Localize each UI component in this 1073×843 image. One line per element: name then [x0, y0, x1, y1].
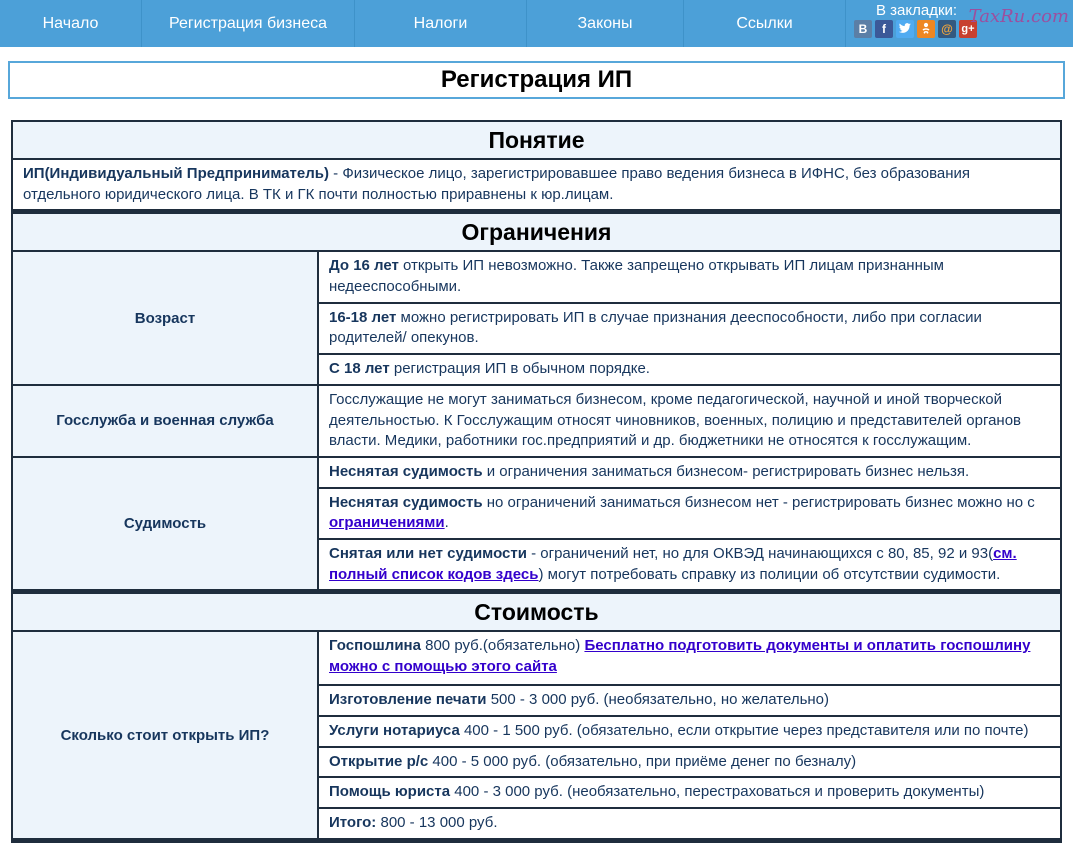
site-logo[interactable]: TaxRu.com — [968, 6, 1069, 27]
table-cell — [319, 487, 1060, 538]
info-table — [11, 120, 1062, 843]
cell-text: 800 - 13 000 руб. — [376, 814, 498, 832]
facebook-icon: f — [882, 22, 886, 36]
mailru-at-icon: @ — [941, 22, 953, 36]
table-cell — [13, 160, 1060, 209]
cell-lead: Неснятая судимость — [329, 462, 483, 480]
section-concept — [13, 122, 1060, 209]
cell-text: 500 - 3 000 руб. (необязательно, но желательно) — [486, 691, 830, 709]
googleplus-icon: g+ — [961, 22, 975, 35]
table-cell — [319, 353, 1060, 384]
section-header-cost: Стоимость — [13, 594, 1060, 632]
table-cell — [319, 252, 1060, 301]
cell-text: но ограничений заниматься бизнесом нет - регистрировать бизнес можно но с — [482, 493, 1035, 511]
row-label-criminal-record: Судимость — [13, 458, 319, 589]
table-row-civil-service — [13, 384, 1060, 456]
nav-item-laws[interactable]: Законы — [527, 0, 684, 47]
section-header-concept: Понятие — [13, 122, 1060, 160]
cell-lead: Госпошлина — [329, 637, 421, 655]
page-title: Регистрация ИП — [440, 66, 633, 93]
table-row-age — [13, 252, 1060, 383]
cell-text: 400 - 5 000 руб. (обязательно, при приёме денег по безналу) — [428, 752, 857, 770]
cell-lead: Снятая или нет судимости — [329, 544, 527, 562]
table-cell — [319, 746, 1060, 777]
restrictions-link[interactable]: ограничениями — [329, 514, 445, 532]
vk-icon: В — [858, 22, 868, 36]
table-cell — [319, 807, 1060, 838]
nav-item-home[interactable]: Начало — [0, 0, 142, 47]
table-cell — [319, 302, 1060, 353]
odnoklassniki-bookmark-button[interactable] — [917, 20, 935, 38]
page-title-box — [8, 61, 1065, 99]
cell-text: 400 - 3 000 руб. (необязательно, перестраховаться и проверить документы) — [450, 783, 985, 801]
table-cell — [319, 776, 1060, 807]
twitter-bookmark-button[interactable] — [896, 20, 914, 38]
section-restrictions — [13, 209, 1060, 589]
cell-lead: Изготовление печати — [329, 691, 487, 709]
odnoklassniki-icon — [920, 22, 932, 36]
cell-tail: . — [444, 514, 449, 532]
cell-text: 400 - 1 500 руб. (обязательно, если открытие через представителя или по почте) — [459, 722, 1029, 739]
cell-lead: Услуги нотариуса — [329, 722, 460, 739]
bookmark-block — [846, 0, 1073, 47]
table-cell — [319, 632, 1060, 684]
table-cell — [319, 538, 1060, 589]
row-label-civil-service: Госслужба и военная служба — [13, 386, 319, 456]
row-label-age: Возраст — [13, 252, 319, 383]
cell-text: можно регистрировать ИП в случае признания дееспособности, либо при согласии родителей/ опекунов. — [329, 308, 982, 347]
cell-text: и ограничения заниматься бизнесом- регистрировать бизнес нельзя. — [482, 462, 970, 480]
table-cell — [319, 458, 1060, 487]
facebook-bookmark-button[interactable] — [875, 20, 893, 38]
cell-text: - ограничений нет, но для ОКВЭД начинающихся с 80, 85, 92 и 93( — [526, 544, 994, 562]
mailru-bookmark-button[interactable] — [938, 20, 956, 38]
table-cell — [319, 715, 1060, 746]
cell-tail: ) могут потребовать справку из полиции об отсутствии судимости. — [538, 565, 1001, 583]
cell-lead: 16-18 лет — [329, 308, 397, 326]
cell-lead: Неснятая судимость — [329, 493, 483, 511]
section-cost — [13, 589, 1060, 837]
cell-lead: Открытие р/с — [329, 752, 429, 770]
table-row-criminal-record — [13, 456, 1060, 589]
cell-text: 800 руб.(обязательно) — [420, 637, 585, 655]
row-label-cost: Сколько стоит открыть ИП? — [13, 632, 319, 837]
bookmark-label: В закладки: — [876, 2, 958, 19]
nav-item-taxes[interactable]: Налоги — [355, 0, 527, 47]
cell-lead: До 16 лет — [329, 257, 399, 275]
cell-lead: Помощь юриста — [329, 783, 451, 801]
vk-bookmark-button[interactable] — [854, 20, 872, 38]
cell-lead: Итого: — [329, 814, 377, 832]
cell-lead: ИП(Индивидуальный Предприниматель) — [23, 165, 329, 182]
cell-text: - Физическое лицо, зарегистрировавшее право ведения бизнеса в ИФНС, без образования отдельного юридического лица. В ТК и ГК почти полностью приравнены к юр.лицам. — [23, 165, 971, 203]
cell-text: открыть ИП невозможно. Также запрещено открывать ИП лицам признанным недееспособными. — [329, 257, 944, 296]
section-header-restrictions: Ограничения — [13, 214, 1060, 252]
table-row-cost — [13, 632, 1060, 837]
cell-text: Госслужащие не могут заниматься бизнесом, кроме педагогической, научной и иной творческой деятельностью. К Госслужащим относят чиновников, военных, полицию и представителей органов власти. Медики, работники гос.предприятий и др. бюджетники не относятся к госслужащим. — [329, 390, 1022, 450]
table-cell — [319, 684, 1060, 715]
free-documents-link[interactable]: Бесплатно подготовить документы и оплатить госпошлину можно с помощью этого сайта — [329, 637, 1031, 675]
cell-lead: С 18 лет — [329, 360, 390, 378]
cell-text: регистрация ИП в обычном порядке. — [389, 360, 650, 378]
nav-item-links[interactable]: Ссылки — [684, 0, 846, 47]
twitter-icon — [899, 22, 911, 36]
nav-item-business-registration[interactable]: Регистрация бизнеса — [142, 0, 355, 47]
table-row — [13, 160, 1060, 209]
table-cell — [319, 386, 1060, 456]
okved-codes-link[interactable]: см. полный список кодов здесь — [329, 544, 1017, 583]
top-navigation — [0, 0, 1073, 47]
